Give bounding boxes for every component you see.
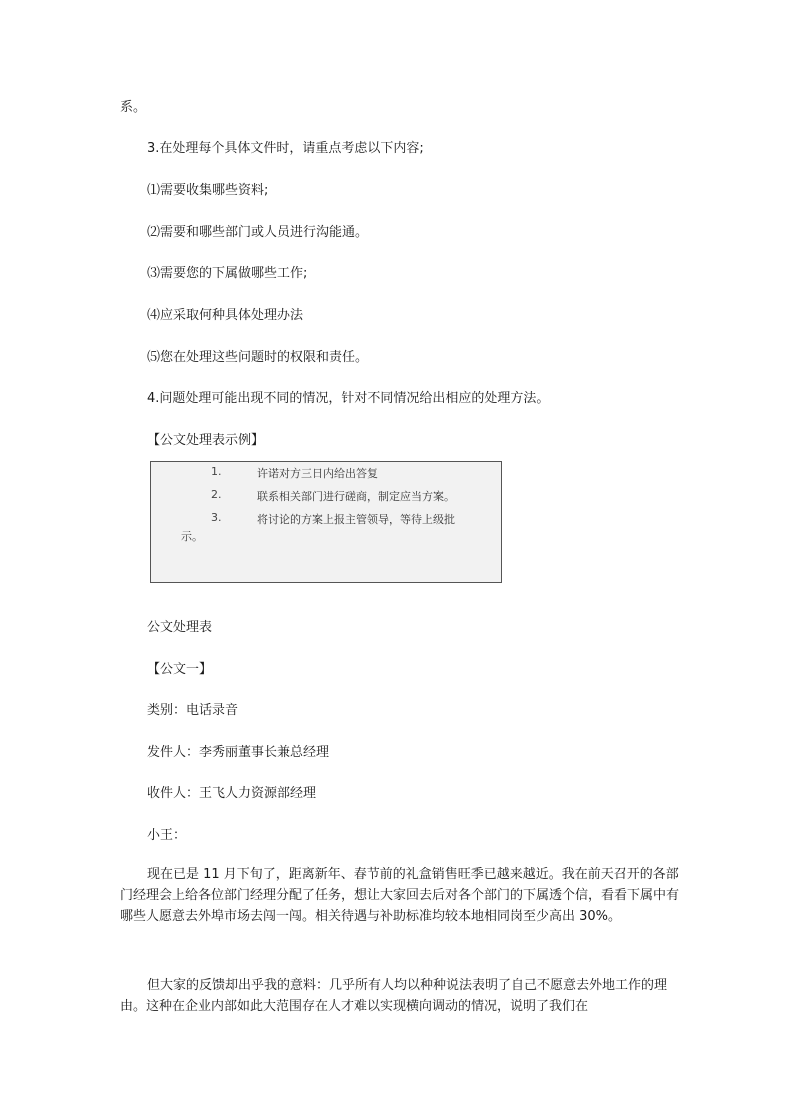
example-item-2: 联系相关部门进行磋商，制定应当方案。 <box>257 490 455 503</box>
sender: 发件人：李秀丽董事长兼总经理 <box>147 745 330 760</box>
sub-item-1: ⑴需要收集哪些资料; <box>147 183 269 198</box>
sub-item-2: ⑵需要和哪些部门或人员进行沟能通。 <box>147 225 369 240</box>
doc1-heading: 【公文一】 <box>147 662 213 677</box>
sub-item-4: ⑷应采取何种具体处理办法 <box>147 308 304 323</box>
example-item-3-cont: 示。 <box>181 530 203 543</box>
example-item-1: 许诺对方三日内给出答复 <box>257 467 378 480</box>
continuation-text: 系。 <box>120 100 147 115</box>
table-title: 公文处理表 <box>147 620 213 635</box>
paragraph-2: 但大家的反馈却出乎我的意料：几乎所有人均以种种说法表明了自己不愿意去外地工作的理由。这种在企业内部如此大范围存在人才难以实现横向调动的情况，说明了我们在 <box>120 978 668 1014</box>
category: 类别：电话录音 <box>147 703 239 718</box>
sub-item-3: ⑶需要您的下属做哪些工作; <box>147 266 308 281</box>
paragraph-1: 现在已是 11 月下旬了，距离新年、春节前的礼盒销售旺季已越来越近。我在前天召开的各部门经理会上给各位部门经理分配了任务，想让大家回去后对各个部门的下属透个信，看看下属中有哪些人愿意去外埠市场去闯一闯。相关待遇与补助标准均较本地相同岗至少高出 30%。 <box>120 867 680 924</box>
greeting: 小王： <box>147 828 187 843</box>
example-num-2: 2. <box>211 488 222 501</box>
sub-item-5: ⑸您在处理这些问题时的权限和责任。 <box>147 350 369 365</box>
item-4: 4.问题处理可能出现不同的情况，针对不同情况给出相应的处理方法。 <box>147 391 550 406</box>
example-box <box>150 461 502 583</box>
item-3: 3.在处理每个具体文件时，请重点考虑以下内容; <box>147 141 424 156</box>
example-num-3: 3. <box>211 511 222 524</box>
example-item-3: 将讨论的方案上报主管领导，等待上级批 <box>257 513 455 526</box>
receiver: 收件人：王飞人力资源部经理 <box>147 786 317 801</box>
example-heading: 【公文处理表示例】 <box>147 433 265 448</box>
example-num-1: 1. <box>211 465 222 478</box>
